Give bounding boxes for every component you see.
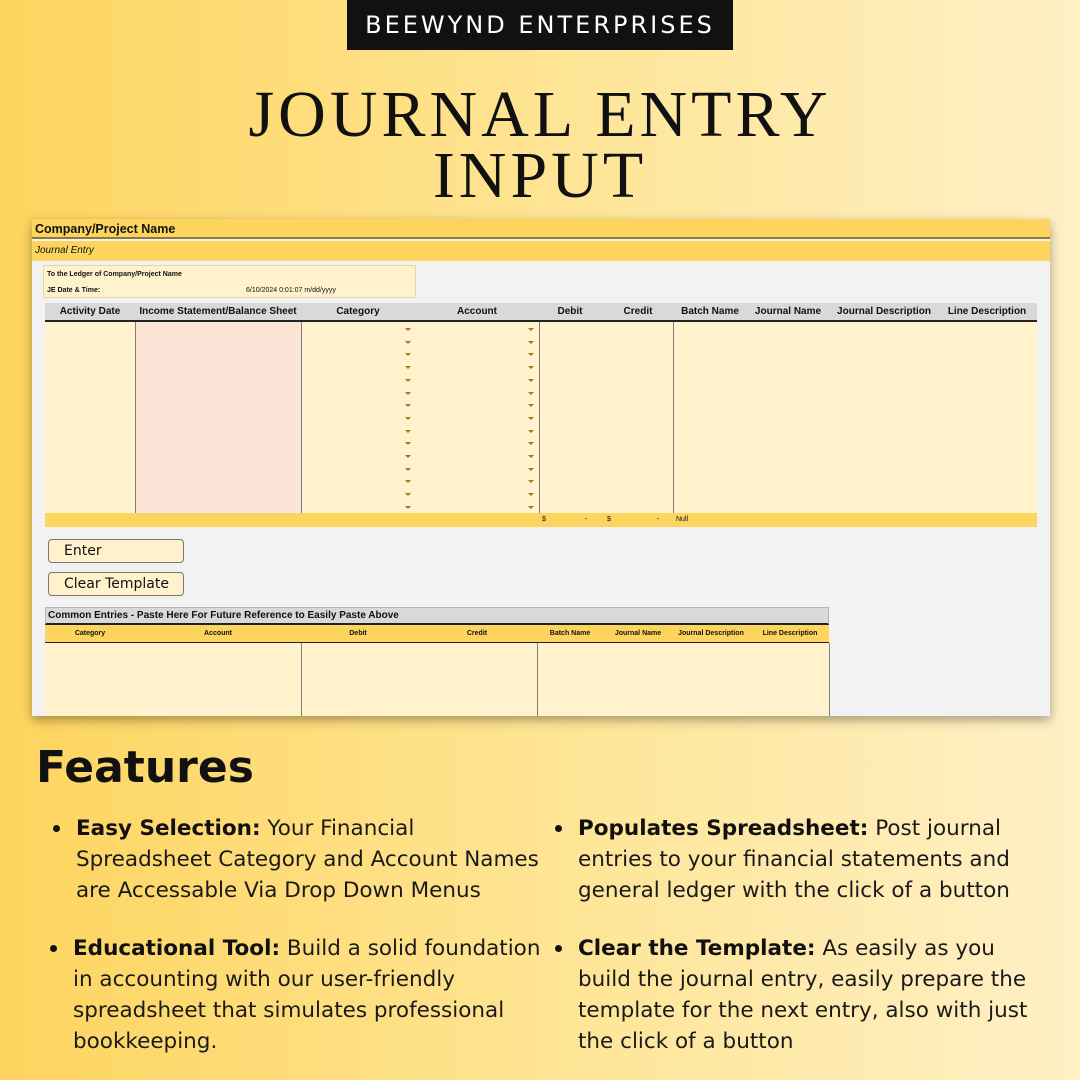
debit-total-value: -: [585, 516, 588, 523]
common-divider: [301, 643, 302, 716]
journal-entry-label: Journal Entry: [32, 241, 1050, 261]
common-col-account: Account: [204, 630, 232, 637]
dropdown-arrow-icon[interactable]: [405, 404, 411, 407]
totals-row: [45, 513, 1037, 527]
common-entries-title: Common Entries - Paste Here For Future Reference to Easily Paste Above: [45, 607, 829, 625]
date-value[interactable]: 6/10/2024 0:01:07 m/dd/yyyy: [246, 287, 336, 294]
feature-easy-selection: [76, 813, 548, 906]
col-line-description: Line Description: [947, 306, 1027, 317]
features-heading: Features: [36, 742, 254, 793]
feature-clear-template: [578, 933, 1043, 1057]
col-batch-name: Batch Name: [681, 306, 739, 317]
dropdown-arrow-icon[interactable]: [405, 392, 411, 395]
ledger-line: To the Ledger of Company/Project Name: [47, 271, 182, 278]
dropdown-arrow-icon[interactable]: [405, 430, 411, 433]
col-activity-date: Activity Date: [59, 306, 121, 317]
feature-educational-tool: [73, 933, 543, 1057]
bullet-icon: [555, 945, 562, 952]
common-col-line-description: Line Description: [762, 630, 818, 637]
feature-title: Clear the Template:: [578, 936, 816, 961]
feature-populates-spreadsheet: [578, 813, 1048, 906]
credit-total-value: -: [657, 516, 660, 523]
common-entries-header: [45, 625, 829, 643]
common-col-credit: Credit: [466, 630, 488, 637]
col-category: Category: [336, 306, 380, 317]
entry-grid-header: [45, 303, 1037, 322]
enter-button[interactable]: Enter: [48, 539, 184, 563]
dropdown-arrow-icon[interactable]: [405, 468, 411, 471]
date-label: JE Date & Time:: [47, 287, 101, 294]
common-col-category: Category: [74, 630, 106, 637]
dropdown-arrow-icon[interactable]: [405, 353, 411, 356]
common-col-journal-description: Journal Description: [678, 630, 744, 637]
feature-title: Easy Selection:: [76, 816, 261, 841]
debit-total-symbol: $: [542, 516, 546, 523]
entry-grid-body[interactable]: [45, 322, 1037, 513]
feature-title: Educational Tool:: [73, 936, 281, 961]
feature-title: Populates Spreadsheet:: [578, 816, 869, 841]
common-divider: [537, 643, 538, 716]
dropdown-arrow-icon[interactable]: [528, 417, 534, 420]
dropdown-arrow-icon[interactable]: [405, 442, 411, 445]
brand-banner: BEEWYND ENTERPRISES: [347, 0, 733, 50]
dropdown-arrow-icon[interactable]: [405, 379, 411, 382]
bullet-icon: [53, 825, 60, 832]
spreadsheet-preview: [32, 219, 1050, 716]
dropdown-arrow-icon[interactable]: [528, 442, 534, 445]
company-name-bar: Company/Project Name: [32, 219, 1050, 239]
dropdown-arrow-icon[interactable]: [528, 353, 534, 356]
clear-template-button[interactable]: Clear Template: [48, 572, 184, 596]
dropdown-arrow-icon[interactable]: [405, 366, 411, 369]
common-col-batch-name: Batch Name: [549, 630, 591, 637]
col-debit: Debit: [557, 306, 583, 317]
feature-text: Your Financial Spreadsheet Category and Account Names are Accessable Via Drop Down Menus: [76, 816, 539, 903]
col-income-statement: Income Statement/Balance Sheet: [139, 306, 297, 317]
ledger-info-box: [43, 265, 416, 298]
dropdown-arrow-icon[interactable]: [405, 328, 411, 331]
col-journal-name: Journal Name: [754, 306, 822, 317]
dropdown-arrow-icon[interactable]: [528, 468, 534, 471]
dropdown-arrow-icon[interactable]: [405, 341, 411, 344]
bullet-icon: [555, 825, 562, 832]
dropdown-arrow-icon[interactable]: [528, 430, 534, 433]
common-divider: [829, 643, 830, 716]
feature-text: As easily as you build the journal entry, easily prepare the template for the next entry, also with just the click of a button: [578, 936, 1028, 1054]
dropdown-arrow-icon[interactable]: [528, 328, 534, 331]
dropdown-arrow-icon[interactable]: [528, 455, 534, 458]
dropdown-arrow-icon[interactable]: [405, 480, 411, 483]
page-title-line-1: JOURNAL ENTRY: [248, 78, 832, 151]
dropdown-arrow-icon[interactable]: [405, 455, 411, 458]
grid-divider: [301, 322, 302, 527]
status-value: Null: [676, 516, 689, 523]
col-account: Account: [457, 306, 497, 317]
dropdown-arrow-icon[interactable]: [528, 493, 534, 496]
dropdown-arrow-icon[interactable]: [405, 506, 411, 509]
dropdown-arrow-icon[interactable]: [528, 480, 534, 483]
dropdown-arrow-icon[interactable]: [528, 379, 534, 382]
grid-divider: [135, 322, 136, 527]
dropdown-arrow-icon[interactable]: [405, 493, 411, 496]
grid-divider: [539, 322, 540, 527]
dropdown-arrow-icon[interactable]: [528, 341, 534, 344]
dropdown-arrow-icon[interactable]: [405, 417, 411, 420]
feature-text: Post journal entries to your financial statements and general ledger with the click of a button: [578, 816, 1010, 903]
dropdown-arrow-icon[interactable]: [528, 404, 534, 407]
feature-text: Build a solid foundation in accounting with our user-friendly spreadsheet that simulates professional bookkeeping.: [73, 936, 541, 1054]
dropdown-arrow-icon[interactable]: [528, 366, 534, 369]
col-credit: Credit: [623, 306, 653, 317]
common-entries-body[interactable]: [45, 643, 829, 716]
income-statement-column[interactable]: [135, 322, 301, 513]
dropdown-arrow-icon[interactable]: [528, 506, 534, 509]
grid-divider: [673, 322, 674, 527]
col-journal-description: Journal Description: [837, 306, 931, 317]
page-title-line-2: INPUT: [432, 139, 648, 212]
bullet-icon: [50, 945, 57, 952]
dropdown-arrow-icon[interactable]: [528, 392, 534, 395]
common-col-journal-name: Journal Name: [614, 630, 662, 637]
common-col-debit: Debit: [349, 630, 367, 637]
credit-total-symbol: $: [607, 516, 611, 523]
